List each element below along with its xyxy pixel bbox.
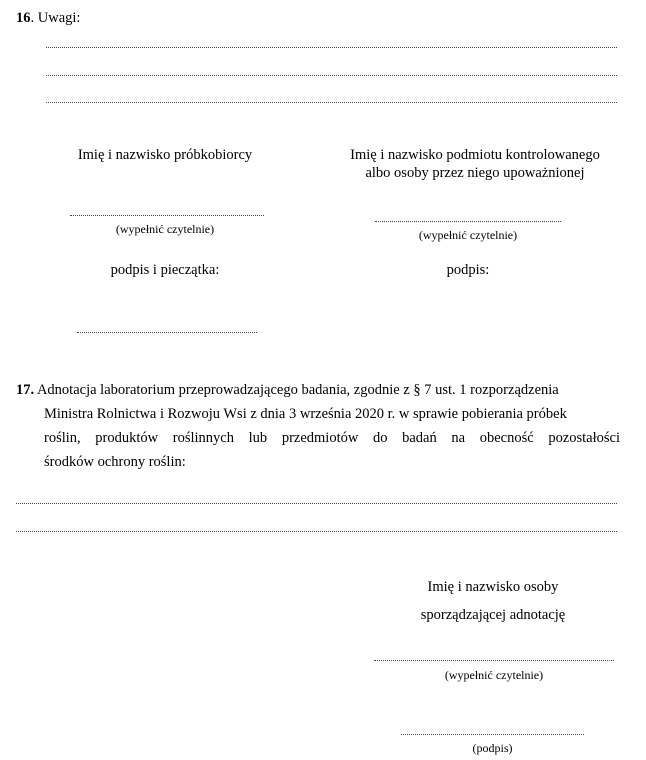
- section-17-line-1: [16, 381, 620, 399]
- sampler-sign-label: podpis i pieczątka:: [110, 262, 220, 278]
- annotator-fill-hint: (wypełnić czytelnie): [444, 668, 544, 682]
- controlled-entity-sign-label: podpis:: [446, 262, 490, 278]
- sampler-signature-field[interactable]: [77, 332, 257, 333]
- annotator-label-line-1: Imię i nazwisko osoby: [427, 579, 559, 595]
- section-16-heading: [16, 9, 80, 27]
- sampler-name-label: Imię i nazwisko próbkobiorcy: [77, 147, 253, 163]
- section-17-line-2: Ministra Rolnictwa i Rozwoju Wsi z dnia 3 września 2020 r. w sprawie pobierania próbek: [44, 406, 567, 422]
- section-16-title: . Uwagi:: [30, 10, 81, 26]
- sampler-fill-hint: (wypełnić czytelnie): [115, 222, 215, 236]
- lab-annotation-line-1[interactable]: [16, 503, 617, 504]
- annotator-label-line-2: sporządzającej adnotację: [420, 607, 566, 623]
- section-16-number: 16: [16, 10, 31, 26]
- section-17-line-4: środków ochrony roślin:: [44, 454, 186, 470]
- controlled-entity-label-line-2: albo osoby przez niego upoważnionej: [365, 165, 585, 181]
- controlled-entity-fill-hint: (wypełnić czytelnie): [418, 228, 518, 242]
- annotator-signature-field[interactable]: [401, 734, 584, 735]
- remarks-line-1[interactable]: [46, 47, 617, 48]
- remarks-line-2[interactable]: [46, 75, 617, 76]
- controlled-entity-label-line-1: Imię i nazwisko podmiotu kontrolowanego: [350, 147, 600, 163]
- controlled-entity-name-field[interactable]: [375, 221, 561, 222]
- lab-annotation-line-2[interactable]: [16, 531, 617, 532]
- section-17-line-3: roślin, produktów roślinnych lub przedmiotów do badań na obecność pozostałości: [44, 430, 620, 446]
- annotator-sign-hint: (podpis): [472, 741, 513, 755]
- remarks-line-3[interactable]: [46, 102, 617, 103]
- annotator-name-field[interactable]: [374, 660, 614, 661]
- section-17-text-1: Adnotacja laboratorium przeprowadzającego badania, zgodnie z § 7 ust. 1 rozporządzenia: [36, 382, 559, 398]
- section-17-number: 17.: [16, 382, 35, 398]
- sampler-name-field[interactable]: [70, 215, 264, 216]
